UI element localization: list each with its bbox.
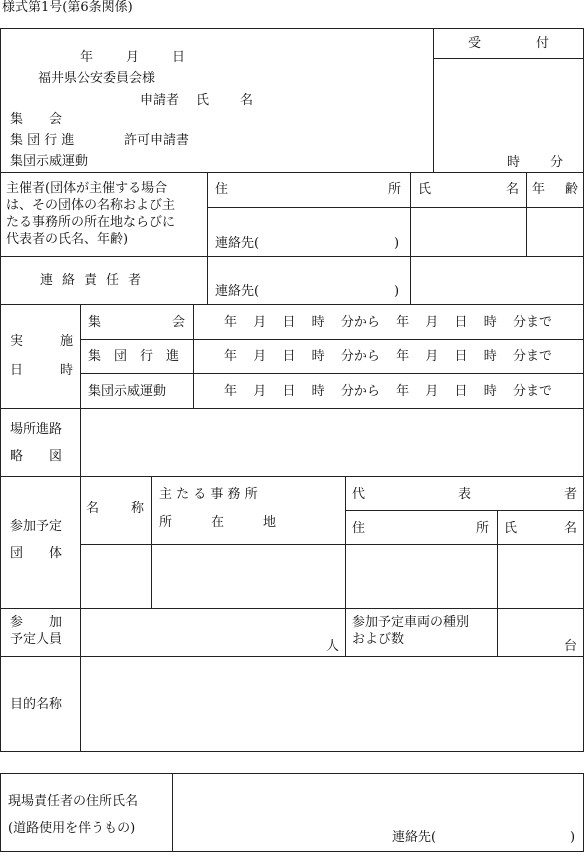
purpose-label: 目的名称 (10, 697, 63, 712)
groups-label-a: 参加予定 (10, 519, 63, 534)
range-day-to: 日 (454, 349, 468, 364)
range-day-to: 日 (454, 384, 468, 399)
receipt-label-b: 付 (536, 36, 550, 51)
route-label-a: 場所進路 (10, 422, 63, 437)
group-rep-c: 者 (564, 487, 578, 502)
organizer-label-line1: 主催者(団体が主催する場合 (6, 181, 168, 196)
date-year: 年 (80, 50, 94, 65)
datetime-label-d: 時 (60, 363, 74, 378)
group-rep-name-a: 氏 (504, 521, 518, 536)
organizer-contact: 連絡先( (215, 236, 260, 251)
range-month-to: 月 (425, 384, 439, 399)
groups-label-b: 団 体 (10, 546, 63, 561)
responsible-contact: 連絡先( (215, 284, 260, 299)
site-manager-label-line1: 現場責任者の住所氏名 (8, 794, 139, 809)
group-name-b: 称 (131, 501, 145, 516)
range-year-from: 年 (224, 315, 238, 330)
range-hour-to: 時 (483, 315, 497, 330)
range-minute-to: 分まで (512, 384, 552, 399)
range-year-from: 年 (224, 349, 238, 364)
addressee: 福井県公安委員会様 (38, 71, 156, 86)
range-minute-to: 分まで (512, 315, 552, 330)
datetime-range-row-2 (224, 349, 552, 364)
group-rep-b: 表 (458, 487, 472, 502)
vehicle-label-line2: および数 (352, 632, 405, 647)
receipt-label-a: 受 (468, 36, 482, 51)
organizer-name-a: 氏 (418, 182, 432, 197)
datetime-label-c: 日 (10, 363, 24, 378)
datetime-label-b: 施 (60, 334, 74, 349)
range-day-from: 日 (282, 349, 296, 364)
range-day-from: 日 (282, 315, 296, 330)
range-day-to: 日 (454, 315, 468, 330)
date-month: 月 (126, 50, 140, 65)
vehicle-unit: 台 (564, 639, 578, 654)
organizer-address-b: 所 (388, 182, 402, 197)
applicant-name-b: 名 (240, 93, 254, 108)
datetime-range-row-1 (224, 315, 552, 330)
form-title: 許可申請書 (124, 133, 190, 148)
range-year-to: 年 (396, 384, 410, 399)
range-hour-to: 時 (483, 384, 497, 399)
group-address-a: 住 (352, 521, 366, 536)
range-month-to: 月 (425, 315, 439, 330)
range-day-from: 日 (282, 384, 296, 399)
style-number: 様式第1号(第6条関係) (2, 0, 133, 15)
organizer-name-b: 名 (506, 182, 520, 197)
route-label-b: 略 図 (10, 449, 63, 464)
participants-label-b: 予定人員 (10, 632, 63, 647)
organizer-contact-close: ) (394, 236, 400, 251)
range-hour-from: 時 (311, 384, 325, 399)
applicant-label: 申請者 (140, 93, 180, 108)
range-hour-from: 時 (311, 315, 325, 330)
receipt-hour: 時 (507, 155, 521, 170)
range-hour-to: 時 (483, 349, 497, 364)
datetime-row-demonstration: 集団示威運動 (88, 384, 167, 399)
site-manager-frame (0, 773, 584, 852)
range-minute-from: 分から (340, 349, 380, 364)
group-name-a: 名 (86, 501, 100, 516)
organizer-age-b: 齢 (565, 182, 579, 197)
datetime-range-row-3 (224, 384, 552, 399)
receipt-minute: 分 (550, 155, 564, 170)
organizer-age-a: 年 (532, 182, 546, 197)
date-day: 日 (172, 50, 186, 65)
range-month-to: 月 (425, 349, 439, 364)
organizer-address-a: 住 (215, 182, 229, 197)
datetime-row-parade: 集 団 行 進 (88, 349, 180, 364)
group-rep-a: 代 (352, 487, 366, 502)
datetime-row-assembly-a: 集 (88, 315, 102, 330)
range-year-to: 年 (396, 315, 410, 330)
vehicle-label-line1: 参加予定車両の種別 (352, 615, 470, 630)
range-hour-from: 時 (311, 349, 325, 364)
site-contact: 連絡先( (392, 830, 437, 845)
site-contact-close: ) (570, 830, 576, 845)
range-minute-to: 分まで (512, 349, 552, 364)
organizer-label-line2: は、その団体の名称および主 (6, 198, 176, 213)
site-manager-label-line2: (道路使用を伴うもの) (8, 821, 136, 836)
responsible-label: 連絡責任者 (40, 273, 151, 288)
range-month-from: 月 (253, 315, 267, 330)
group-office-line1: 主 た る 事 務 所 (159, 487, 258, 502)
type-parade: 集 団 行 進 (10, 133, 75, 148)
organizer-label-line4: 代表者の氏名、年齢) (6, 232, 129, 247)
type-assembly: 集 会 (10, 112, 63, 127)
participants-unit: 人 (326, 639, 340, 654)
range-minute-from: 分から (340, 384, 380, 399)
datetime-row-assembly-b: 会 (172, 315, 186, 330)
organizer-label-line3: たる事務所の所在地ならびに (6, 215, 176, 230)
responsible-contact-close: ) (394, 284, 400, 299)
type-demonstration: 集団示威運動 (10, 154, 89, 169)
datetime-label-a: 実 (10, 334, 24, 349)
range-year-from: 年 (224, 384, 238, 399)
range-year-to: 年 (396, 349, 410, 364)
participants-label-a: 参 加 (10, 615, 63, 630)
group-address-b: 所 (476, 521, 490, 536)
range-month-from: 月 (253, 349, 267, 364)
group-rep-name-b: 名 (564, 521, 578, 536)
applicant-name-a: 氏 (196, 93, 210, 108)
range-minute-from: 分から (340, 315, 380, 330)
group-office-line2: 所 在 地 (159, 515, 277, 530)
range-month-from: 月 (253, 384, 267, 399)
